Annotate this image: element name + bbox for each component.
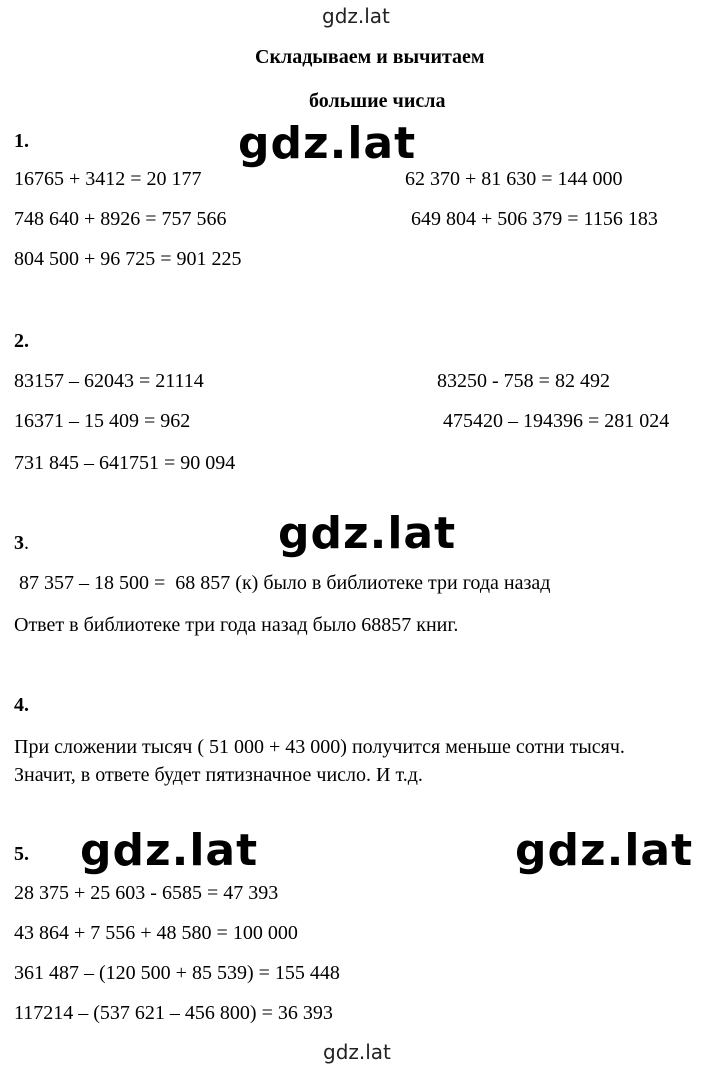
task-number-3 bbox=[14, 532, 29, 555]
task1-left-line-2: 748 640 + 8926 = 757 566 bbox=[14, 208, 227, 230]
task2-right-line-1: 83250 - 758 = 82 492 bbox=[437, 370, 610, 392]
task3-number-dot: . bbox=[24, 532, 29, 554]
watermark-bottom: gdz.lat bbox=[323, 1040, 391, 1064]
task-number-2: 2. bbox=[14, 330, 29, 352]
task3-solution-line: 87 357 – 18 500 = 68 857 (к) было в библиотеке три года назад bbox=[14, 572, 551, 594]
task2-left-line-1: 83157 – 62043 = 21114 bbox=[14, 370, 204, 392]
task-number-4: 4. bbox=[14, 694, 29, 716]
task4-line-2: Значит, в ответе будет пятизначное число. И т.д. bbox=[14, 764, 423, 786]
task1-right-line-1: 62 370 + 81 630 = 144 000 bbox=[405, 168, 623, 190]
task5-line-4: 117214 – (537 621 – 456 800) = 36 393 bbox=[14, 1002, 333, 1024]
task5-line-2: 43 864 + 7 556 + 48 580 = 100 000 bbox=[14, 922, 298, 944]
watermark-big-3: gdz.lat bbox=[80, 825, 259, 876]
page-title: Складываем и вычитаем bbox=[255, 46, 485, 68]
task5-line-3: 361 487 – (120 500 + 85 539) = 155 448 bbox=[14, 962, 340, 984]
task1-left-line-1: 16765 + 3412 = 20 177 bbox=[14, 168, 202, 190]
task3-number-digit: 3 bbox=[14, 532, 24, 554]
task2-left-line-3: 731 845 – 641751 = 90 094 bbox=[14, 452, 236, 474]
task2-left-line-2: 16371 – 15 409 = 962 bbox=[14, 410, 191, 432]
task3-answer-line: Ответ в библиотеке три года назад было 68857 книг. bbox=[14, 614, 459, 636]
task-number-1: 1. bbox=[14, 130, 29, 152]
watermark-top: gdz.lat bbox=[322, 4, 390, 28]
task1-right-line-2: 649 804 + 506 379 = 1156 183 bbox=[411, 208, 658, 230]
watermark-big-1: gdz.lat bbox=[238, 118, 417, 169]
page-subtitle: большие числа bbox=[309, 90, 446, 112]
task-number-5: 5. bbox=[14, 843, 29, 865]
task4-line-1: При сложении тысяч ( 51 000 + 43 000) получится меньше сотни тысяч. bbox=[14, 736, 625, 758]
task5-line-1: 28 375 + 25 603 - 6585 = 47 393 bbox=[14, 882, 279, 904]
task2-right-line-2: 475420 – 194396 = 281 024 bbox=[443, 410, 670, 432]
watermark-big-2: gdz.lat bbox=[278, 508, 457, 559]
task1-left-line-3: 804 500 + 96 725 = 901 225 bbox=[14, 248, 242, 270]
watermark-big-4: gdz.lat bbox=[515, 825, 694, 876]
